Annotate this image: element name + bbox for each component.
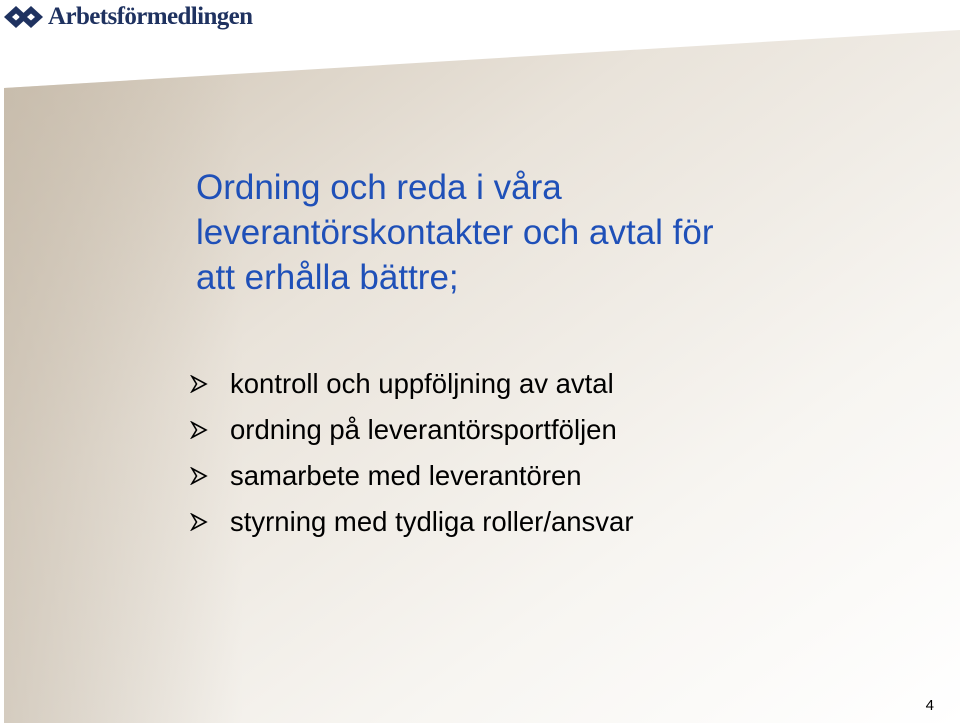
brand-logo bbox=[3, 2, 252, 32]
arbetsformedlingen-logo-icon bbox=[3, 4, 49, 30]
heading-line: att erhålla bättre; bbox=[196, 258, 459, 297]
arrowhead-bullet-icon bbox=[190, 375, 208, 393]
list-item bbox=[190, 499, 634, 545]
bullet-text: samarbete med leverantören bbox=[230, 460, 582, 491]
arrowhead-bullet-icon bbox=[190, 467, 208, 485]
bullet-list bbox=[190, 361, 634, 545]
list-item bbox=[190, 407, 634, 453]
heading-line: leverantörskontakter och avtal för bbox=[196, 213, 714, 252]
arrowhead-bullet-icon bbox=[190, 513, 208, 531]
arrowhead-bullet-icon bbox=[190, 421, 208, 439]
list-item bbox=[190, 453, 634, 499]
slide-heading bbox=[196, 165, 896, 300]
heading-line: Ordning och reda i våra bbox=[196, 168, 562, 207]
brand-name: Arbetsförmedlingen bbox=[48, 3, 253, 30]
bullet-text: ordning på leverantörsportföljen bbox=[230, 414, 617, 445]
list-item bbox=[190, 361, 634, 407]
page-number: 4 bbox=[925, 697, 934, 714]
bullet-text: styrning med tydliga roller/ansvar bbox=[230, 506, 634, 537]
bullet-text: kontroll och uppföljning av avtal bbox=[230, 368, 614, 399]
